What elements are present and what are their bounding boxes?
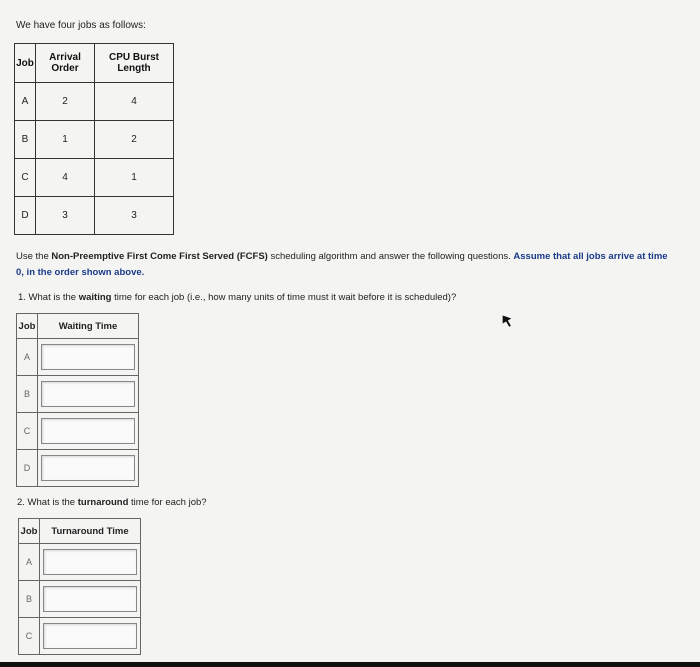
algorithm-name: Non-Preemptive First Come First Served (FCFS) — [51, 251, 268, 262]
col-header-job: Job — [15, 44, 36, 83]
col-header-job: Job — [19, 519, 40, 544]
table-row — [19, 544, 141, 581]
col-header-turnaround-time: Turnaround Time — [40, 519, 141, 544]
jobs-table — [14, 43, 174, 235]
job-cell: B — [15, 121, 36, 159]
table-row — [17, 413, 139, 450]
job-label: C — [17, 413, 38, 450]
job-label: D — [17, 450, 38, 487]
waiting-header-row — [17, 314, 139, 339]
job-label: A — [19, 544, 40, 581]
col-header-waiting-time: Waiting Time — [38, 314, 139, 339]
job-cell: C — [15, 159, 36, 197]
waiting-time-input-b[interactable] — [41, 381, 135, 407]
turnaround-time-table — [18, 518, 141, 655]
burst-cell: 1 — [95, 159, 174, 197]
table-row — [15, 121, 174, 159]
jobs-header-row — [15, 44, 174, 83]
col-header-job: Job — [17, 314, 38, 339]
burst-cell: 3 — [95, 197, 174, 235]
turnaround-time-input-b[interactable] — [43, 586, 137, 612]
job-cell: A — [15, 83, 36, 121]
question-1-text — [18, 292, 456, 303]
mouse-cursor-icon — [501, 314, 513, 328]
job-label: B — [17, 376, 38, 413]
answer-cell — [40, 581, 141, 618]
q1-bold: waiting — [78, 292, 112, 303]
assumption-text: Assume that all jobs arrive at time 0, in the order shown above. — [16, 251, 668, 278]
table-row — [15, 159, 174, 197]
job-label: C — [19, 618, 40, 655]
burst-cell: 2 — [95, 121, 174, 159]
waiting-time-input-d[interactable] — [41, 455, 135, 481]
job-cell: D — [15, 197, 36, 235]
job-label: A — [17, 339, 38, 376]
waiting-time-table — [16, 313, 139, 487]
table-row — [19, 618, 141, 655]
turnaround-time-input-a[interactable] — [43, 549, 137, 575]
q2-prefix: 2. What is the — [17, 497, 78, 508]
col-header-burst: CPU Burst Length — [95, 44, 174, 83]
arrival-cell: 2 — [36, 83, 95, 121]
instructions-prefix: Use the — [16, 251, 52, 262]
answer-cell — [40, 544, 141, 581]
table-row — [17, 339, 139, 376]
turnaround-header-row — [19, 519, 141, 544]
answer-cell — [40, 618, 141, 655]
arrival-cell: 4 — [36, 159, 95, 197]
answer-cell — [38, 376, 139, 413]
q1-prefix: 1. What is the — [18, 292, 79, 303]
col-header-arrival: Arrival Order — [36, 44, 95, 83]
waiting-time-input-a[interactable] — [41, 344, 135, 370]
arrival-cell: 3 — [36, 197, 95, 235]
question-2-text — [17, 497, 207, 508]
answer-cell — [38, 413, 139, 450]
table-row — [17, 450, 139, 487]
intro-text: We have four jobs as follows: — [16, 20, 146, 31]
table-row — [17, 376, 139, 413]
waiting-time-input-c[interactable] — [41, 418, 135, 444]
answer-cell — [38, 450, 139, 487]
bottom-edge-bar — [0, 662, 700, 667]
arrival-cell: 1 — [36, 121, 95, 159]
table-row — [15, 197, 174, 235]
q1-suffix: time for each job (i.e., how many units of time must it wait before it is scheduled)? — [111, 292, 457, 303]
q2-bold: turnaround — [77, 497, 129, 508]
table-row — [15, 83, 174, 121]
q2-suffix: time for each job? — [128, 497, 207, 508]
burst-cell: 4 — [95, 83, 174, 121]
instructions-text — [16, 249, 676, 281]
job-label: B — [19, 581, 40, 618]
turnaround-time-input-c[interactable] — [43, 623, 137, 649]
answer-cell — [38, 339, 139, 376]
table-row — [19, 581, 141, 618]
instructions-middle: scheduling algorithm and answer the following questions. — [267, 251, 514, 262]
